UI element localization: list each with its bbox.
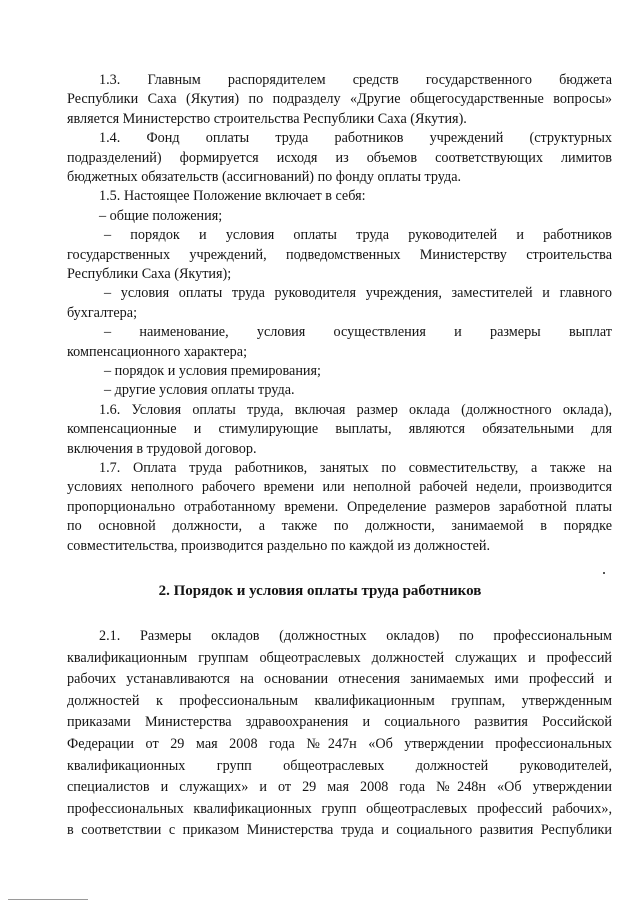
paragraph-line: – порядок и условия оплаты труда руководителей и работников: [104, 227, 612, 244]
paragraph-line: Федерации от 29 мая 2008 года №247н «Об утверждении профессиональных: [67, 736, 612, 752]
paragraph-line: включения в трудовой договор.: [67, 440, 257, 457]
paragraph-line: квалификационным группам общеотраслевых должностей служащих и профессий: [67, 649, 612, 666]
paragraph-line: – порядок и условия премирования;: [104, 363, 321, 379]
paragraph-line: – другие условия оплаты труда.: [104, 382, 295, 399]
paragraph-line: специалистов и служащих» и от 29 мая 2008 года №248н «Об утверждении: [67, 779, 612, 796]
paragraph-line: подразделений) формируется исходя из объемов соответствующих лимитов: [67, 149, 612, 166]
paragraph-line: рабочих устанавливаются на основании отнесения занимаемых ими профессий и: [67, 671, 612, 688]
paragraph-line: 1.4. Фонд оплаты труда работников учреждений (структурных: [99, 130, 612, 147]
paragraph-line: квалификационных групп общеотраслевых должностей руководителей,: [67, 757, 612, 774]
paragraph-line: 1.6. Условия оплаты труда, включая размер оклада (должностного оклада),: [99, 401, 612, 418]
paragraph-line: совместительства, производится раздельно по каждой из должностей.: [67, 537, 491, 554]
scan-speck: [603, 572, 605, 574]
paragraph-line: Республики Саха (Якутия);: [67, 266, 232, 282]
paragraph-line: является Министерство строительства Республики Саха (Якутия).: [67, 110, 467, 127]
paragraph-line: пропорционально отработанному времени. Определение размеров заработной платы: [67, 498, 612, 515]
paragraph-line: 1.7. Оплата труда работников, занятых по совместительству, а также на: [99, 460, 612, 476]
paragraph-line: компенсационного характера;: [67, 343, 248, 360]
paragraph-line: 1.3. Главным распорядителем средств государственного бюджета: [99, 72, 612, 88]
paragraph-line: должностей к профессиональным квалификационным группам, утвержденным: [67, 692, 612, 709]
paragraph-line: приказами Министерства здравоохранения и социального развития Российской: [67, 714, 612, 731]
paragraph-line: – условия оплаты труда руководителя учреждения, заместителей и главного: [104, 285, 612, 302]
paragraph-line: – наименование, условия осуществления и размеры выплат: [104, 324, 612, 341]
paragraph-line: 1.5. Настоящее Положение включает в себя:: [99, 188, 366, 205]
paragraph-line: компенсационные и стимулирующие выплаты, являются обязательными для: [67, 421, 612, 438]
paragraph-line: условиях неполного рабочего времени или неполной рабочей недели, производится: [67, 479, 612, 496]
section-heading: 2. Порядок и условия оплаты труда работников: [158, 583, 482, 599]
paragraph-line: бухгалтера;: [67, 304, 138, 321]
paragraph-line: государственных учреждений, подведомственных Министерству строительства: [67, 246, 612, 263]
paragraph-line: бюджетных обязательств (ассигнований) по фонду оплаты труда.: [67, 169, 462, 185]
paragraph-line: Республики Саха (Якутия) по подразделу «Другие общегосударственные вопросы»: [67, 91, 612, 108]
paragraph-line: 2.1. Размеры окладов (должностных окладов) по профессиональным: [99, 628, 612, 644]
paragraph-line: в соответствии с приказом Министерства труда и социального развития Республики: [67, 822, 612, 839]
paragraph-line: по основной должности, а также по должности, занимаемой в порядке: [67, 518, 612, 535]
footnote-rule: [8, 899, 88, 900]
paragraph-line: – общие положения;: [99, 207, 223, 224]
paragraph-line: профессиональных квалификационных групп общеотраслевых профессий рабочих»,: [67, 800, 612, 817]
